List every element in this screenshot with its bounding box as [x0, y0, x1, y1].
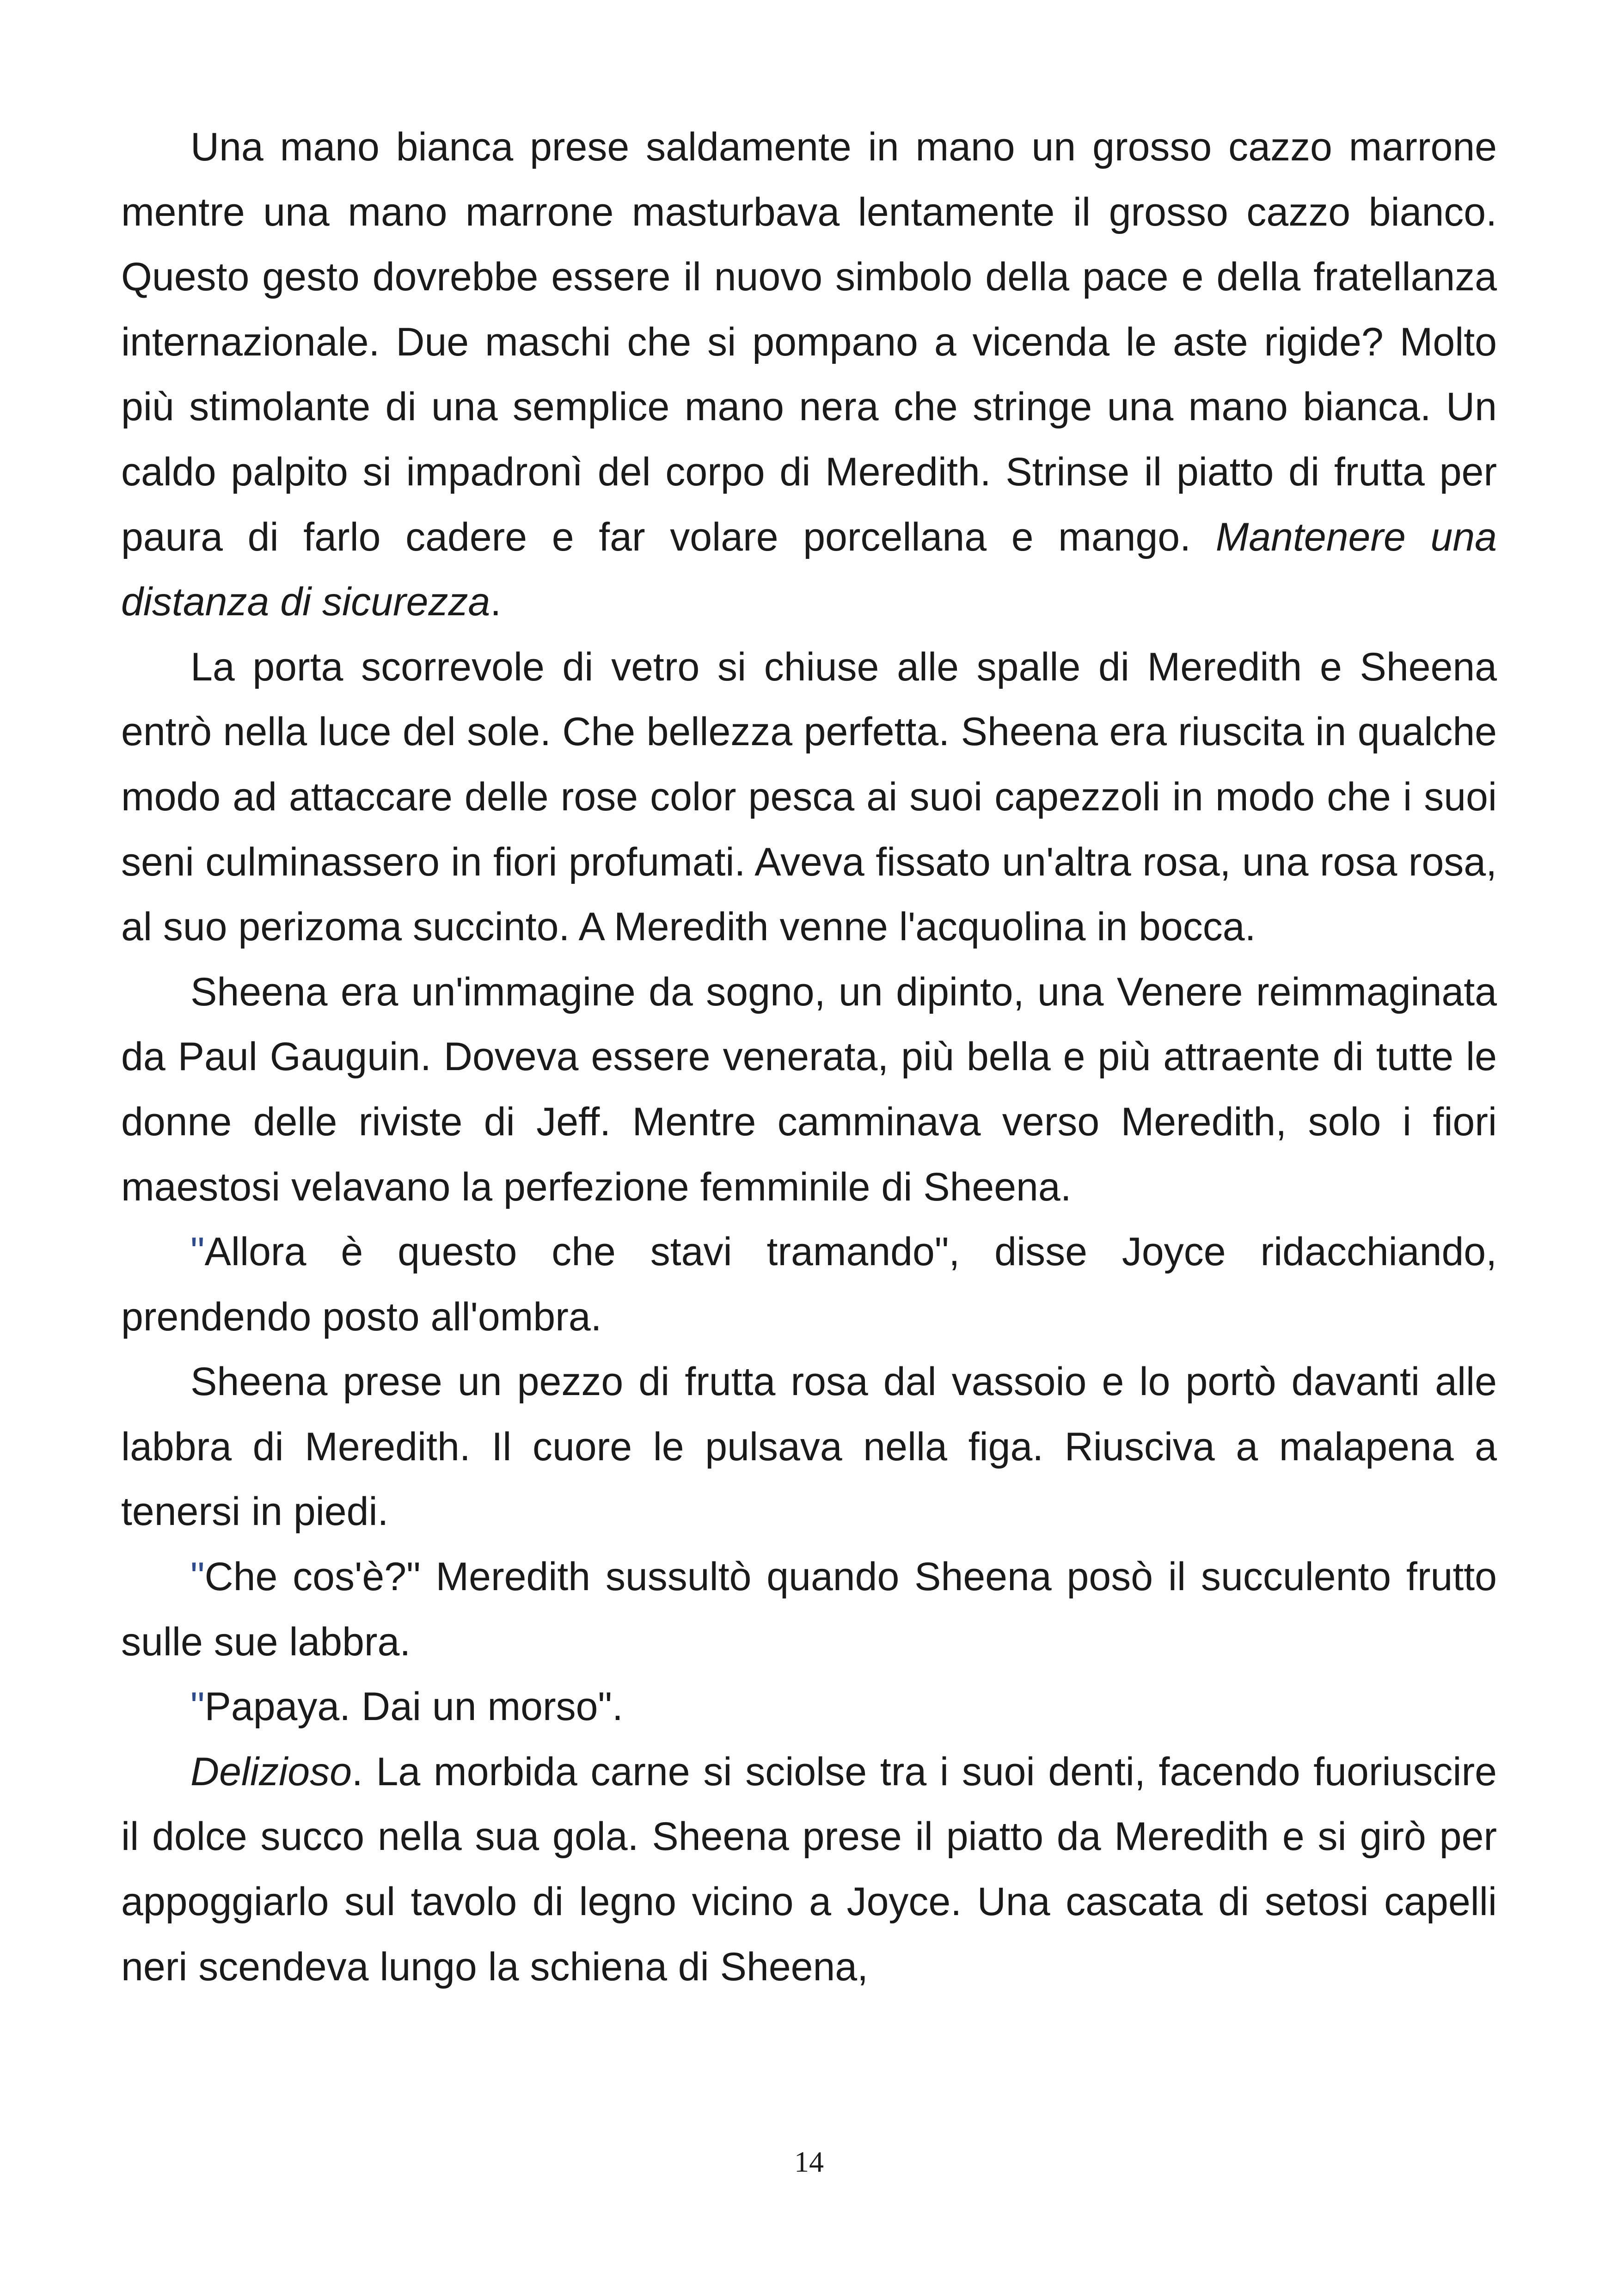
opening-quote-mark: " — [190, 1230, 205, 1274]
paragraph — [121, 1349, 1497, 1544]
italic-text: Mantenere una distanza di sicurezza — [121, 514, 1497, 625]
text-run: Allora è questo che stavi tramando", disse Joyce ridacchiando, prendendo posto all'ombra. — [121, 1230, 1497, 1339]
text-run: Papaya. Dai un morso". — [204, 1684, 623, 1729]
paragraph — [121, 1544, 1497, 1674]
paragraph — [121, 1674, 1497, 1739]
text-run: Sheena prese un pezzo di frutta rosa dal vassoio e lo portò davanti alle labbra di Meredith. Il cuore le pulsava nella figa. Riusciva a malapena a tenersi in piedi. — [121, 1359, 1497, 1534]
body-text — [121, 115, 1497, 1999]
paragraph — [121, 635, 1497, 960]
paragraph — [121, 115, 1497, 635]
page-number: 14 — [794, 2145, 824, 2178]
text-run: . La morbida carne si sciolse tra i suoi denti, facendo fuoriuscire il dolce succo nella sua gola. Sheena prese il piatto da Meredith e si girò per appoggiarlo sul tavolo di legno vicino a Joyce. Una cascata di setosi capelli neri scendeva lungo la schiena di Sheena, — [121, 1749, 1497, 1989]
text-run: La porta scorrevole di vetro si chiuse alle spalle di Meredith e Sheena entrò nella luce del sole. Che bellezza perfetta. Sheena era riuscita in qualche modo ad attaccare delle rose color pesca ai suoi capezzoli in modo che i suoi seni culminassero in fiori profumati. Aveva fissato un'altra rosa, una rosa rosa, al suo perizoma succinto. A Meredith venne l'acquolina in bocca. — [121, 644, 1497, 949]
text-run: . — [490, 580, 502, 625]
text-run: Una mano bianca prese saldamente in mano un grosso cazzo marrone mentre una mano marrone masturbava lentamente il grosso cazzo bianco. Questo gesto dovrebbe essere il nuovo simbolo della pace e della fratellanza internazionale. Due maschi che si pompano a vicenda le aste rigide? Molto più stimolante di una semplice mano nera che stringe una mano bianca. Un caldo palpito si impadronì del corpo di Meredith. Strinse il piatto di frutta per paura di farlo cadere e far volare porcellana e mango. — [121, 125, 1497, 559]
paragraph — [121, 1739, 1497, 1999]
opening-quote-mark: " — [190, 1684, 205, 1729]
paragraph — [121, 960, 1497, 1219]
opening-quote-mark: " — [190, 1555, 205, 1599]
text-run: Che cos'è?" Meredith sussultò quando Sheena posò il succulento frutto sulle sue labbra. — [121, 1555, 1497, 1664]
text-run: Sheena era un'immagine da sogno, un dipinto, una Venere reimmaginata da Paul Gauguin. Doveva essere venerata, più bella e più attraente di tutte le donne delle riviste di Jeff. Mentre camminava verso Meredith, solo i fiori maestosi velavano la perfezione femminile di Sheena. — [121, 969, 1497, 1209]
italic-text: Delizioso — [190, 1749, 352, 1794]
paragraph — [121, 1219, 1497, 1349]
